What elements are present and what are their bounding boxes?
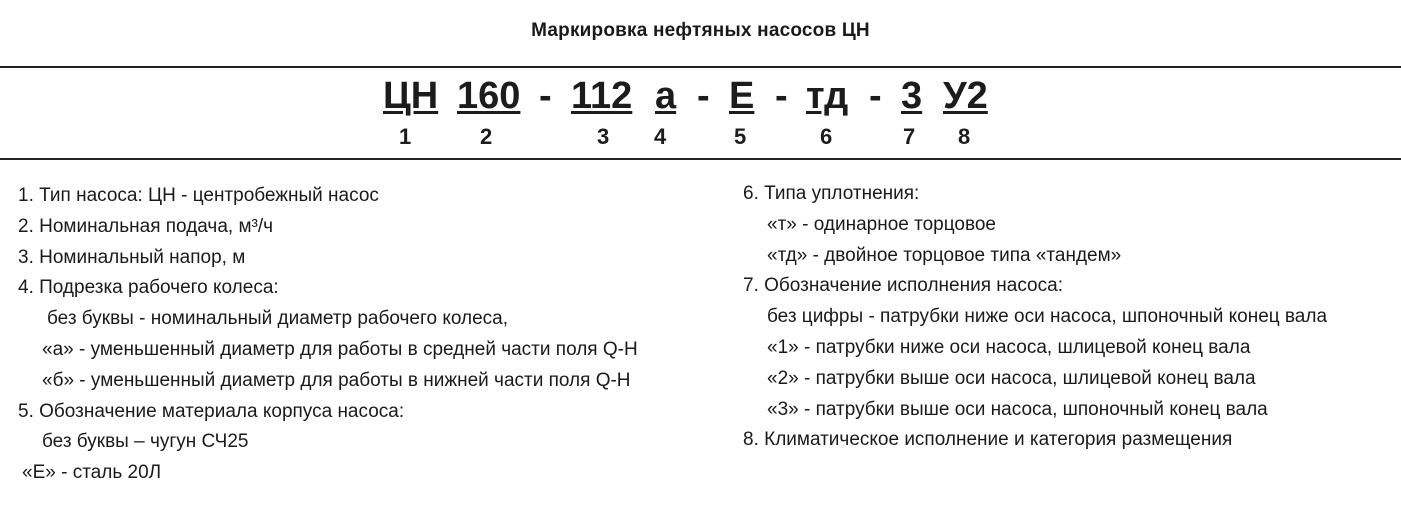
code-number: 7 bbox=[903, 124, 916, 149]
list-item: без цифры - патрубки ниже оси насоса, шпоночный конец вала bbox=[767, 306, 1328, 328]
list-item: «Е» - сталь 20Л bbox=[22, 462, 162, 484]
code-separator: - bbox=[869, 75, 882, 117]
bottom-divider bbox=[0, 158, 1401, 160]
code-number: 4 bbox=[654, 124, 667, 149]
list-item: 1. Тип насоса: ЦН - центробежный насос bbox=[18, 185, 379, 206]
list-item: «1» - патрубки ниже оси насоса, шлицевой конец вала bbox=[767, 336, 1251, 358]
code-part-seal: тд bbox=[806, 75, 849, 117]
code-number: 5 bbox=[734, 124, 747, 149]
list-item: «2» - патрубки выше оси насоса, шлицевой конец вала bbox=[767, 367, 1256, 389]
code-part-material: Е bbox=[729, 75, 755, 117]
code-part-climate: У2 bbox=[943, 75, 988, 117]
code-separator: - bbox=[697, 75, 710, 117]
code-part-flow: 160 bbox=[457, 75, 521, 117]
list-item: «б» - уменьшенный диаметр для работы в нижней части поля Q-H bbox=[42, 369, 631, 391]
code-number: 2 bbox=[480, 124, 493, 149]
code-separator: - bbox=[539, 75, 552, 117]
legend-left bbox=[18, 181, 638, 489]
list-item: без буквы – чугун СЧ25 bbox=[42, 431, 249, 453]
page-title: Маркировка нефтяных насосов ЦН bbox=[531, 20, 870, 41]
list-item: 7. Обозначение исполнения насоса: bbox=[743, 275, 1063, 297]
list-item: «тд» - двойное торцовое типа «тандем» bbox=[767, 244, 1122, 266]
top-divider bbox=[0, 66, 1401, 68]
code-number: 8 bbox=[958, 124, 971, 149]
list-item: 3. Номинальный напор, м bbox=[18, 246, 246, 268]
code-part-impeller-trim: а bbox=[655, 75, 677, 117]
list-item: 6. Типа уплотнения: bbox=[743, 183, 920, 204]
legend-right bbox=[743, 179, 1327, 456]
code-number: 1 bbox=[399, 124, 412, 149]
list-item: 2. Номинальная подача, м³/ч bbox=[18, 215, 274, 237]
list-item: «т» - одинарное торцовое bbox=[767, 213, 996, 235]
code-separator: - bbox=[775, 75, 788, 117]
code-number: 6 bbox=[820, 124, 833, 149]
code-part-design: 3 bbox=[901, 75, 923, 117]
list-item: 8. Климатическое исполнение и категория размещения bbox=[743, 429, 1233, 451]
code-part-head: 112 bbox=[571, 75, 633, 117]
code-number: 3 bbox=[597, 124, 610, 149]
list-item: «а» - уменьшенный диаметр для работы в средней части поля Q-H bbox=[42, 338, 638, 360]
list-item: 5. Обозначение материала корпуса насоса: bbox=[18, 400, 405, 422]
list-item: без буквы - номинальный диаметр рабочего колеса, bbox=[47, 308, 509, 330]
code-part-pump-type: ЦН bbox=[383, 75, 439, 117]
list-item: 4. Подрезка рабочего колеса: bbox=[18, 277, 279, 299]
list-item: «3» - патрубки выше оси насоса, шпоночный конец вала bbox=[767, 398, 1268, 420]
